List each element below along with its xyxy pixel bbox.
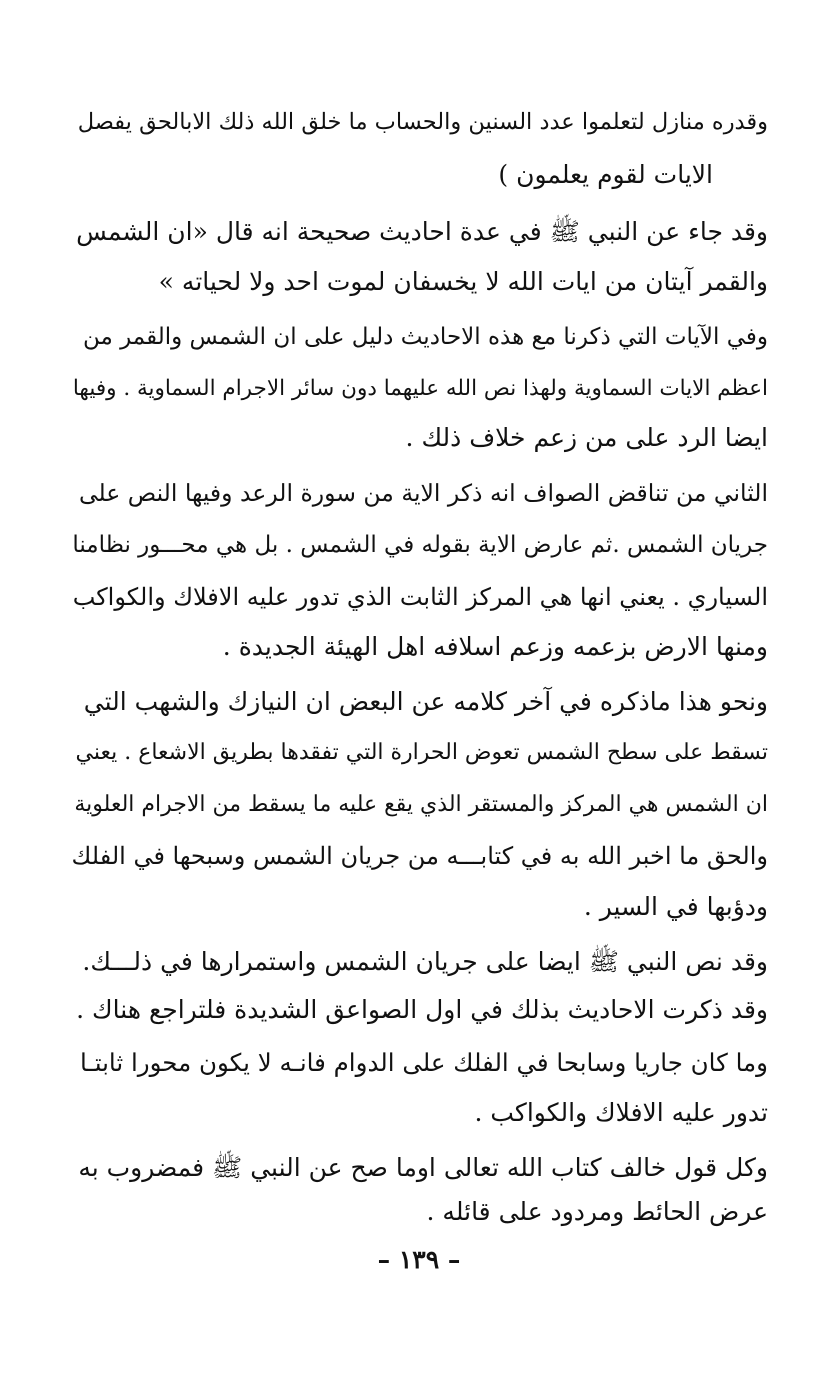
- page-number: – ١٣٩ –: [377, 1245, 461, 1274]
- text-line: وقد جاء عن النبي ﷺ في عدة احاديث صحيحة انه قال «ان الشمس: [76, 217, 768, 246]
- text-line: وما كان جاريا وسابحا في الفلك على الدوام فانـه لا يكون محورا ثابتـا: [80, 1048, 768, 1077]
- text-line: ودؤبها في السير .: [583, 892, 768, 921]
- text-line: عرض الحائط ومردود على قائله .: [426, 1197, 768, 1226]
- text-line: وكل قول خالف كتاب الله تعالى اوما صح عن النبي ﷺ فمضروب به: [78, 1153, 768, 1182]
- text-line: تسقط على سطح الشمس تعوض الحرارة التي تفقدها بطريق الاشعاع . يعني: [75, 740, 768, 765]
- text-line: اعظم الايات السماوية ولهذا نص الله عليهما دون سائر الاجرام السماوية . وفيها: [72, 376, 768, 401]
- text-line: الثاني من تناقض الصواف انه ذكر الاية من سورة الرعد وفيها النص على: [78, 479, 768, 507]
- text-line: السياري . يعني انها هي المركز الثابت الذي تدور عليه الافلاك والكواكب: [72, 583, 768, 611]
- text-line: والحق ما اخبر الله به في كتابـــه من جريان الشمس وسبحها في الفلك: [71, 842, 768, 870]
- text-line: تدور عليه الافلاك والكواكب .: [474, 1098, 768, 1127]
- text-line: والقمر آيتان من ايات الله لا يخسفان لموت احد ولا لحياته »: [158, 267, 768, 296]
- text-line: ايضا الرد على من زعم خلاف ذلك .: [405, 423, 768, 452]
- text-line: وقدره منازل لتعلموا عدد السنين والحساب ما خلق الله ذلك الابالحق يفصل: [77, 109, 768, 135]
- text-line: ومنها الارض بزعمه وزعم اسلافه اهل الهيئة الجديدة .: [222, 632, 768, 661]
- text-line: ان الشمس هي المركز والمستقر الذي يقع عليه ما يسقط من الاجرام العلوية: [74, 792, 768, 817]
- text-line: وقد نص النبي ﷺ ايضا على جريان الشمس واستمرارها في ذلـــك.: [82, 947, 768, 976]
- text-line: وفي الآيات التي ذكرنا مع هذه الاحاديث دليل على ان الشمس والقمر من: [82, 324, 768, 350]
- text-line: جريان الشمس .ثم عارض الاية بقوله في الشمس . بل هي محـــور نظامنا: [72, 532, 768, 558]
- text-line: ونحو هذا ماذكره في آخر كلامه عن البعض ان النيازك والشهب التي: [83, 687, 768, 716]
- text-line: وقد ذكرت الاحاديث بذلك في اول الصواعق الشديدة فلتراجع هناك .: [76, 995, 768, 1024]
- text-line: الايات لقوم يعلمون ): [498, 160, 713, 189]
